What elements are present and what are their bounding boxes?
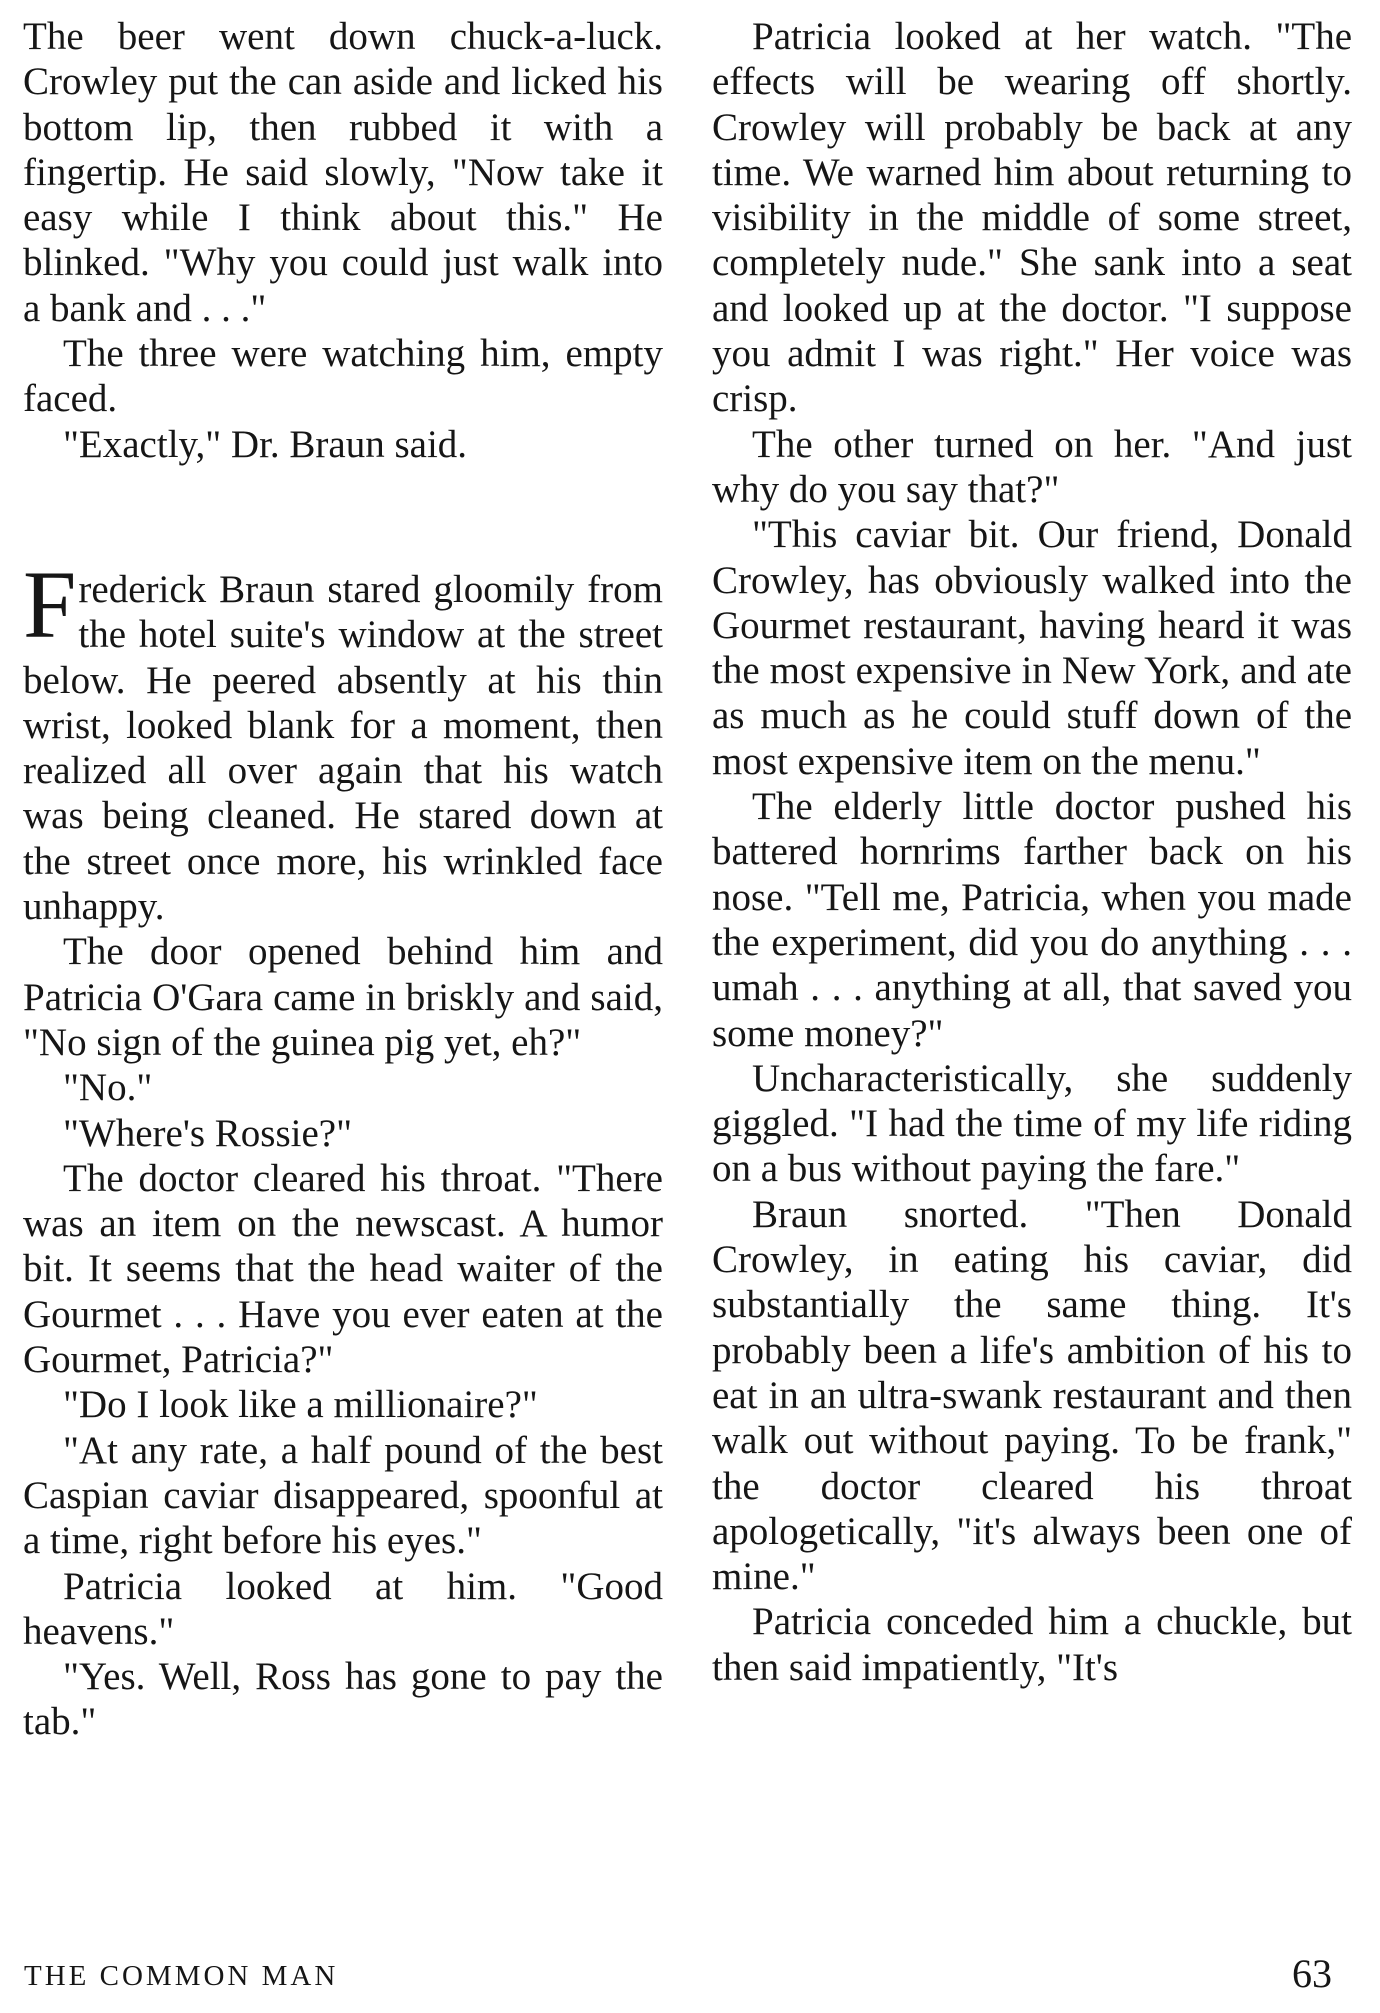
paragraph: "At any rate, a half pound of the best Caspian caviar disappeared, spoonful at a time, right before his eyes." [23,1428,663,1563]
paragraph: The other turned on her. "And just why do you say that?" [712,422,1352,511]
paragraph: "Do I look like a millionaire?" [63,1383,538,1427]
paragraph: The doctor cleared his throat. "There was an item on the newscast. A humor bit. It seems that the head waiter of the Gourmet . . . Have you ever eaten at the Gourmet, Patricia?" [23,1156,663,1382]
paragraph: Patricia looked at her watch. "The effects will be wearing off shortly. Crowley will probably be back at any time. We warned him about returning to visibility in the middle of some street, completely nude." She sank into a seat and looked up at the doctor. "I suppose you admit I was right." Her voice was crisp. [712,15,1352,421]
paragraph: The elderly little doctor pushed his battered hornrims farther back on his nose. "Tell me, Patricia, when you made the experiment, did you do anything . . . umah . . . anything at all, that saved you some money?" [712,785,1352,1055]
paragraph: Uncharacteristically, she suddenly giggled. "I had the time of my life riding on a bus without paying the fare." [712,1056,1352,1191]
paragraph: "Where's Rossie?" [63,1111,353,1155]
page-number: 63 [1292,1951,1332,1996]
paragraph: "Exactly," Dr. Braun said. [63,422,468,466]
section-break [23,467,663,567]
paragraph: "Yes. Well, Ross has gone to pay the tab." [23,1655,663,1744]
paragraph: Patricia looked at him. "Good heavens." [23,1564,663,1653]
paragraph: The three were watching him, empty faced. [23,332,663,421]
left-column [23,14,663,1745]
paragraph: The beer went down chuck-a-luck. Crowley put the can aside and licked his bottom lip, then rubbed it with a fingertip. He said slowly, "Now take it easy while I think about this." He blinked. "Why you could just walk into a bank and . . ." [23,15,663,330]
paragraph: "No." [63,1066,153,1110]
running-title: THE COMMON MAN [24,1960,339,1992]
paragraph: The door opened behind him and Patricia O'Gara came in briskly and said, "No sign of the guinea pig yet, eh?" [23,930,663,1064]
section-opening-paragraph [23,550,663,929]
paragraph: Patricia conceded him a chuckle, but then said impatiently, "It's [712,1600,1352,1689]
paragraph: "This caviar bit. Our friend, Donald Crowley, has obviously walked into the Gourmet restaurant, having heard it was the most expensive in New York, and ate as much as he could stuff down of the most expensive item on the menu." [712,513,1352,783]
section-opening-text: rederick Braun stared gloomily from the hotel suite's window at the street below. He peered absently at his thin wrist, looked blank for a moment, then realized all over again that his watch was being cleaned. He stared down at the street once more, his wrinkled face unhappy. [23,567,663,929]
right-column [712,14,1352,1690]
paragraph: Braun snorted. "Then Donald Crowley, in eating his caviar, did substantially the same thing. It's probably been a life's ambition of his to eat in an ultra-swank restaurant and then walk out without paying. To be frank," the doctor cleared his throat apologetically, "it's always been one of mine." [712,1192,1352,1599]
drop-cap: F [23,550,77,658]
